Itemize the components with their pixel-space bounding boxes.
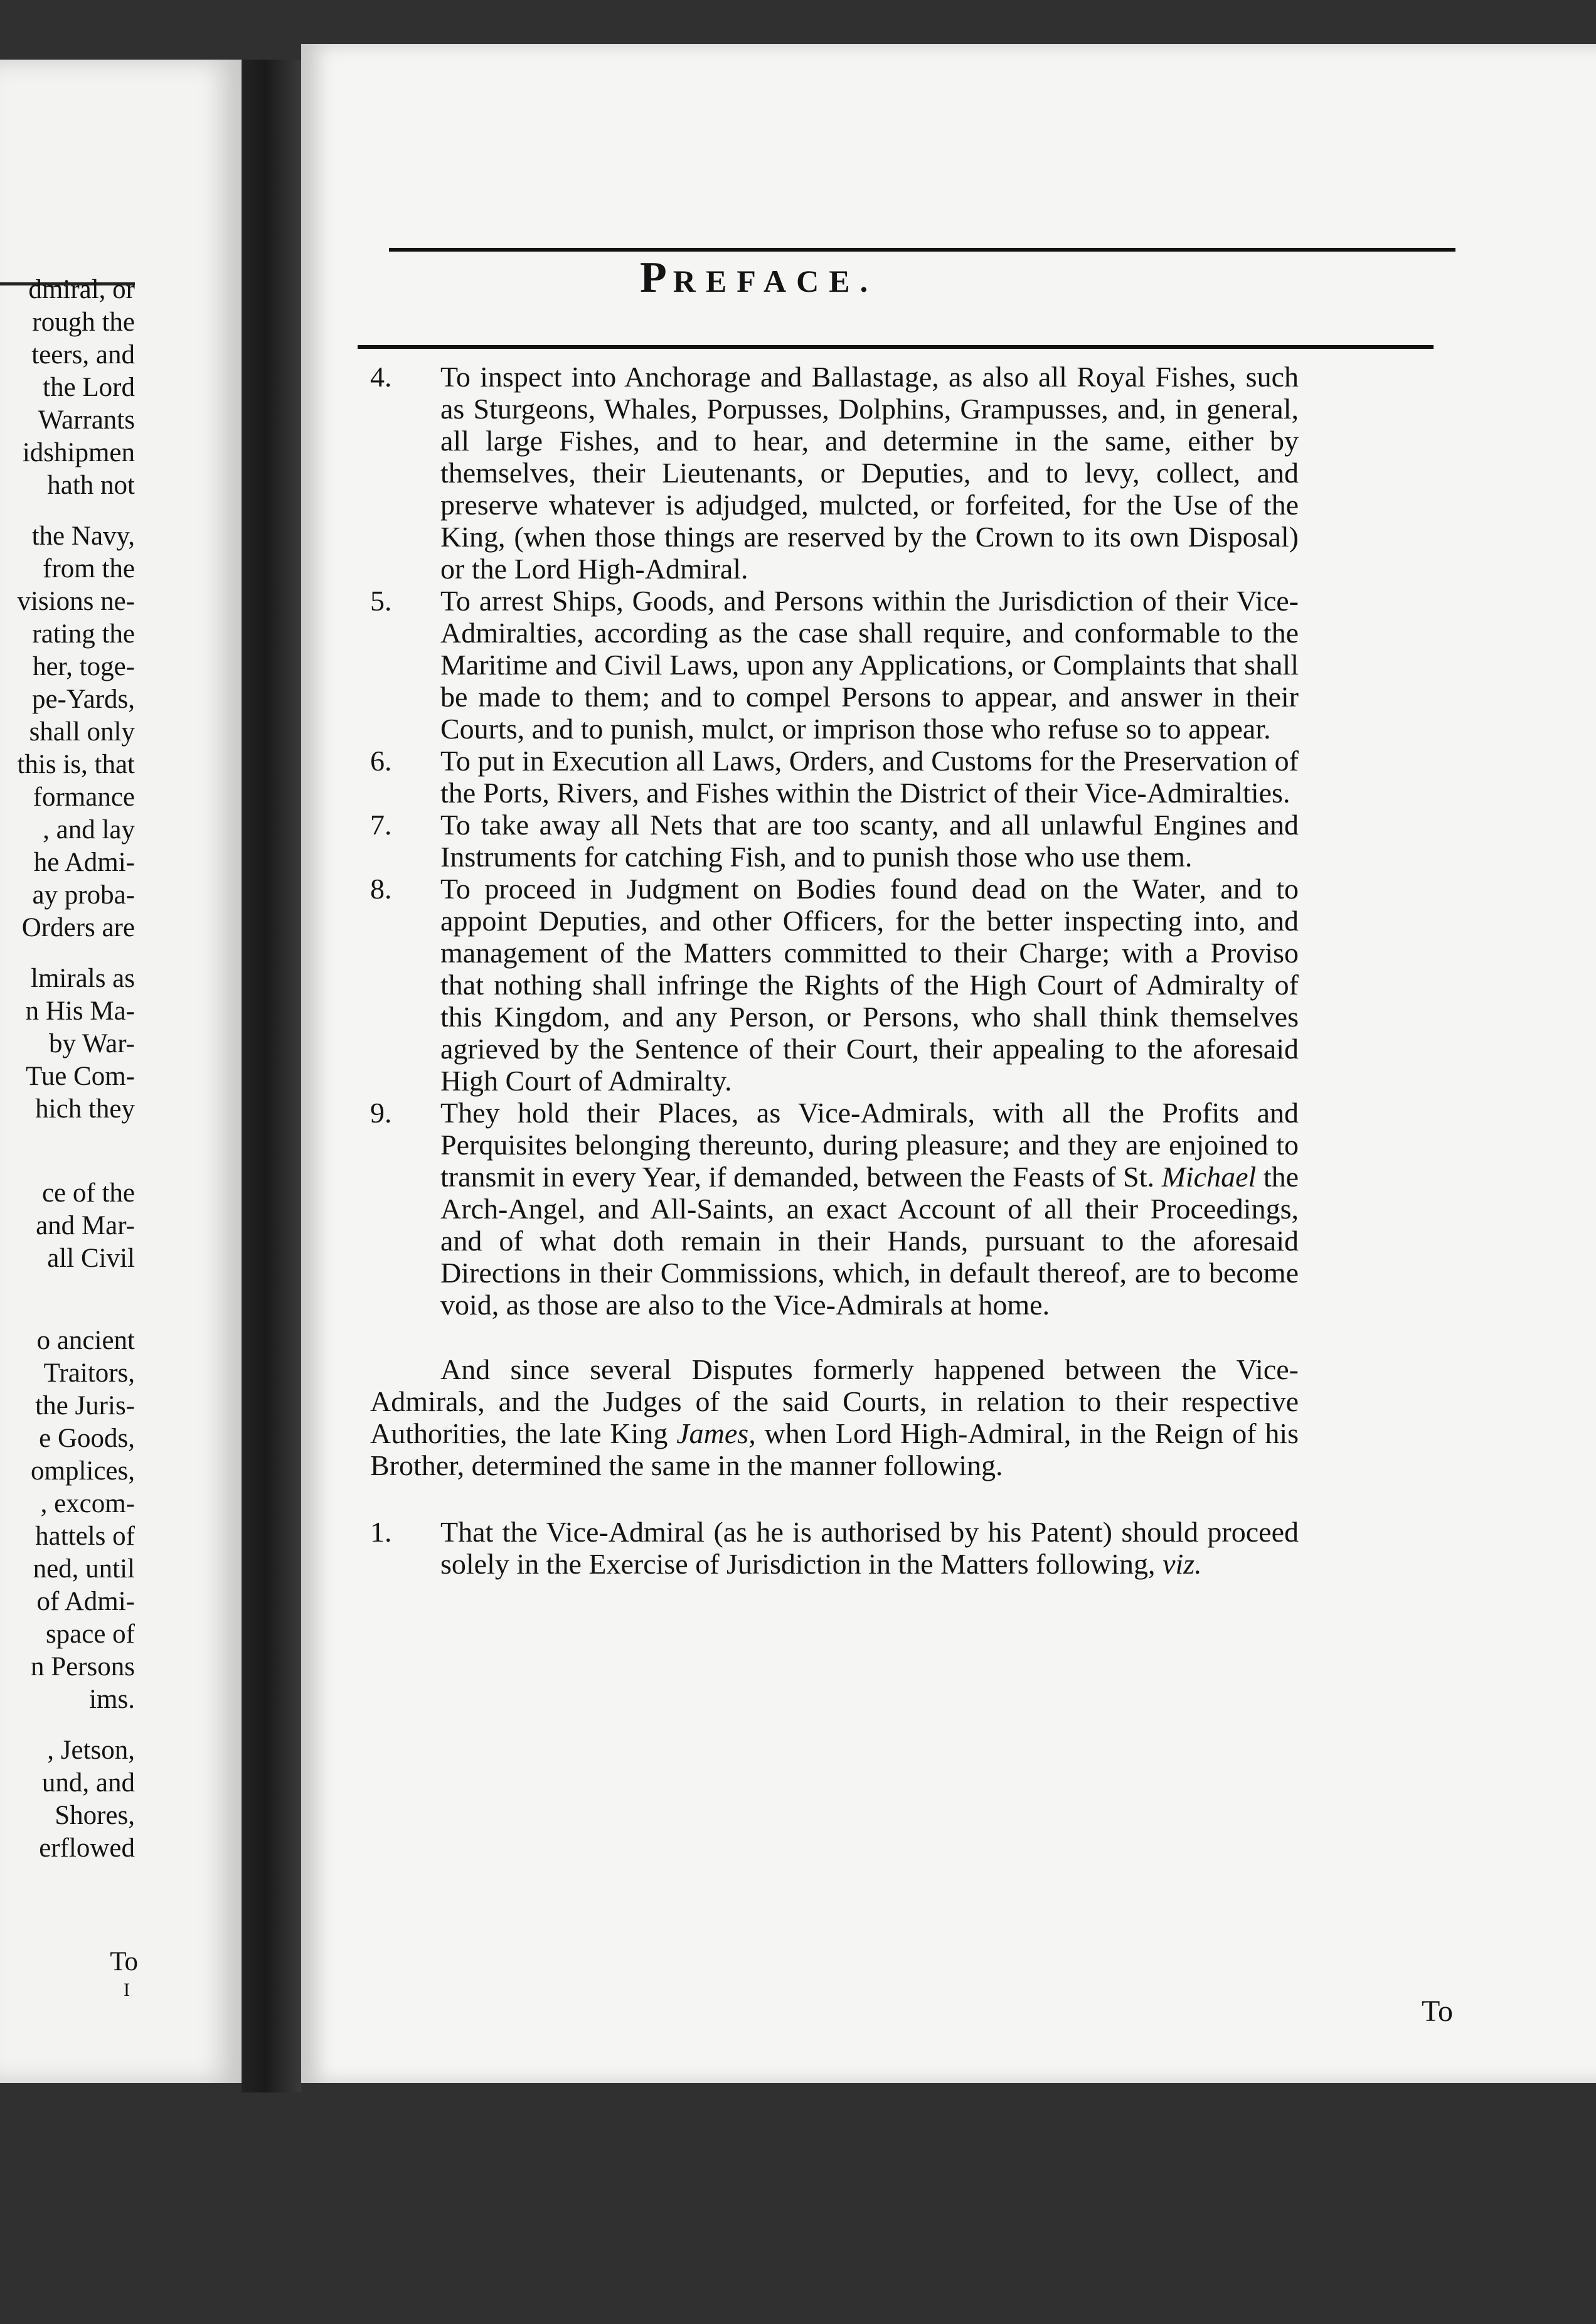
left-page-fragment: hath not (47, 471, 135, 500)
left-page-fragment: hich they (35, 1094, 135, 1124)
left-page-fragment: n His Ma- (25, 996, 135, 1026)
running-head-rest: REFACE. (673, 264, 878, 299)
left-page-signature-mark: I (124, 1980, 130, 2000)
list-item (370, 1097, 1299, 1321)
left-page-fragment: the Lord (43, 373, 135, 402)
left-page-fragment: o ancient (36, 1326, 135, 1355)
left-page-fragment: visions ne- (17, 587, 135, 616)
left-page-fragment: he Admi- (33, 848, 135, 877)
left-page-fragment: Shores, (55, 1801, 135, 1830)
page-top-rule (389, 248, 1455, 252)
list-item (370, 361, 1299, 585)
left-page-fragment: the Navy, (31, 521, 135, 551)
left-page (0, 60, 242, 2083)
left-page-fragment: , and lay (43, 815, 135, 845)
left-page-fragment: Tue Com- (25, 1062, 135, 1091)
preface-paragraph (370, 1353, 1299, 1481)
left-page-fragment: Orders are (21, 913, 135, 942)
left-page-fragment: all Civil (47, 1244, 135, 1273)
left-page-catchword: To (110, 1947, 138, 1976)
left-page-fragment: rating the (32, 619, 135, 649)
preface-body (370, 317, 1299, 1580)
running-head (640, 253, 878, 303)
left-page-fragment: n Persons (30, 1652, 135, 1682)
item-number: 9. (370, 1097, 392, 1129)
left-page-fragment: pe-Yards, (31, 685, 135, 714)
item-text: That the Vice-Admiral (as he is authorised by his Patent) should proceed solely in the Exercise of Jurisdiction in the Matters following, (440, 1516, 1299, 1580)
left-page-fragment: lmirals as (31, 964, 135, 993)
left-page-fragment: of Admi- (36, 1587, 135, 1616)
paragraph-after: when Lord High-Admiral, in the Reign of his Brother, determined the same in the manner following. (370, 1417, 1299, 1481)
right-page (301, 44, 1596, 2083)
running-head-initial: P (640, 253, 673, 302)
left-page-fragment: ce of the (41, 1178, 135, 1208)
item-text: To take away all Nets that are too scanty, and all unlawful Engines and Instruments for catching Fish, and to punish those who use them. (440, 809, 1299, 873)
left-page-fragment: the Juris- (35, 1391, 135, 1421)
item-text: To put in Execution all Laws, Orders, and Customs for the Preservation of the Ports, Rivers, and Fishes within the District of their Vice-Admiralties. (440, 745, 1299, 809)
left-page-fragment: und, and (41, 1768, 135, 1798)
list-item (370, 585, 1299, 745)
book-gutter (242, 60, 301, 2092)
left-page-fragment: and Mar- (36, 1211, 135, 1240)
left-page-fragment: , excom- (40, 1489, 135, 1518)
item-text-before: They hold their Places, as Vice-Admirals, with all the Profits and Perquisites belonging thereunto, during pleasure; and they are enjoined to transmit in every Year, if demanded, between the Feasts of St. (440, 1097, 1299, 1193)
paragraph-before: And since several Disputes formerly happened between the Vice-Admirals, and the Judges of the said Courts, in relation to their respective Authorities, the late King (370, 1353, 1299, 1449)
list-item (370, 745, 1299, 809)
left-page-fragment: , Jetson, (47, 1735, 135, 1765)
left-page-fragment: formance (33, 782, 135, 812)
item-text: To inspect into Anchorage and Ballastage, as also all Royal Fishes, such as Sturgeons, Whales, Porpusses, Dolphins, Grampusses, and, in general, all large Fishes, and to hear, and determine in the same, either by themselves, their Lieutenants, or Deputies, and to levy, collect, and preserve whatever is adjudged, mulcted, or forfeited, for the Use of the King, (when those things are reserved by the Crown to its own Disposal) or the Lord High-Admiral. (440, 361, 1299, 585)
left-page-fragment: this is, that (17, 750, 135, 779)
left-page-fragment: ims. (89, 1685, 135, 1714)
left-page-fragment: e Goods, (39, 1424, 135, 1453)
list-item (370, 873, 1299, 1097)
list-item (370, 809, 1299, 873)
left-page-fragment: shall only (29, 717, 135, 747)
item-number: 7. (370, 809, 392, 841)
list-item (370, 1516, 1299, 1580)
item-number: 8. (370, 873, 392, 905)
left-page-fragment: Traitors, (43, 1358, 135, 1388)
item-number: 1. (370, 1516, 392, 1548)
left-page-fragment: by War- (49, 1029, 135, 1058)
item-text-italic: viz. (1162, 1548, 1202, 1580)
catchword: To (1422, 1995, 1453, 2028)
left-page-fragment: idshipmen (22, 438, 135, 467)
left-page-fragment: omplices, (31, 1456, 135, 1486)
item-number: 4. (370, 361, 392, 393)
left-page-fragment: space of (45, 1619, 135, 1649)
item-text-after: the Arch-Angel, and All-Saints, an exact Account of all their Proceedings, and of what doth remain in their Hands, pursuant to the aforesaid Directions in their Commissions, which, in default thereof, are to become void, as those are also to the Vice-Admirals at home. (440, 1161, 1299, 1321)
left-page-fragment: teers, and (31, 340, 135, 370)
left-page-fragment: Warrants (38, 405, 135, 435)
left-page-fragment: her, toge- (32, 652, 135, 681)
item-text: To proceed in Judgment on Bodies found dead on the Water, and to appoint Deputies, and other Officers, for the better inspecting into, and management of the Matters committed to their Charge; with a Proviso that nothing shall infringe the Rights of the High Court of Admiralty of this Kingdom, and any Person, or Persons, who shall think themselves agrieved by the Sentence of their Court, their appealing to the aforesaid High Court of Admiralty. (440, 873, 1299, 1097)
left-page-fragment: ay proba- (32, 880, 135, 910)
left-page-fragment: dmiral, or (28, 275, 135, 304)
paragraph-italic: James, (676, 1417, 756, 1449)
left-page-fragment: from the (43, 554, 135, 584)
left-page-fragment: erflowed (39, 1833, 135, 1863)
left-page-fragment: rough the (32, 307, 135, 337)
left-page-fragment: ned, until (33, 1554, 135, 1584)
item-number: 5. (370, 585, 392, 617)
left-page-fragment: hattels of (35, 1522, 135, 1551)
item-number: 6. (370, 745, 392, 777)
item-text-italic: Michael (1161, 1161, 1257, 1193)
item-text: To arrest Ships, Goods, and Persons within the Jurisdiction of their Vice-Admiralties, according as the case shall require, and conformable to the Maritime and Civil Laws, upon any Applications, or Complaints that shall be made to them; and to compel Persons to appear, and answer in their Courts, and to punish, mulct, or imprison those who refuse so to appear. (440, 585, 1299, 745)
